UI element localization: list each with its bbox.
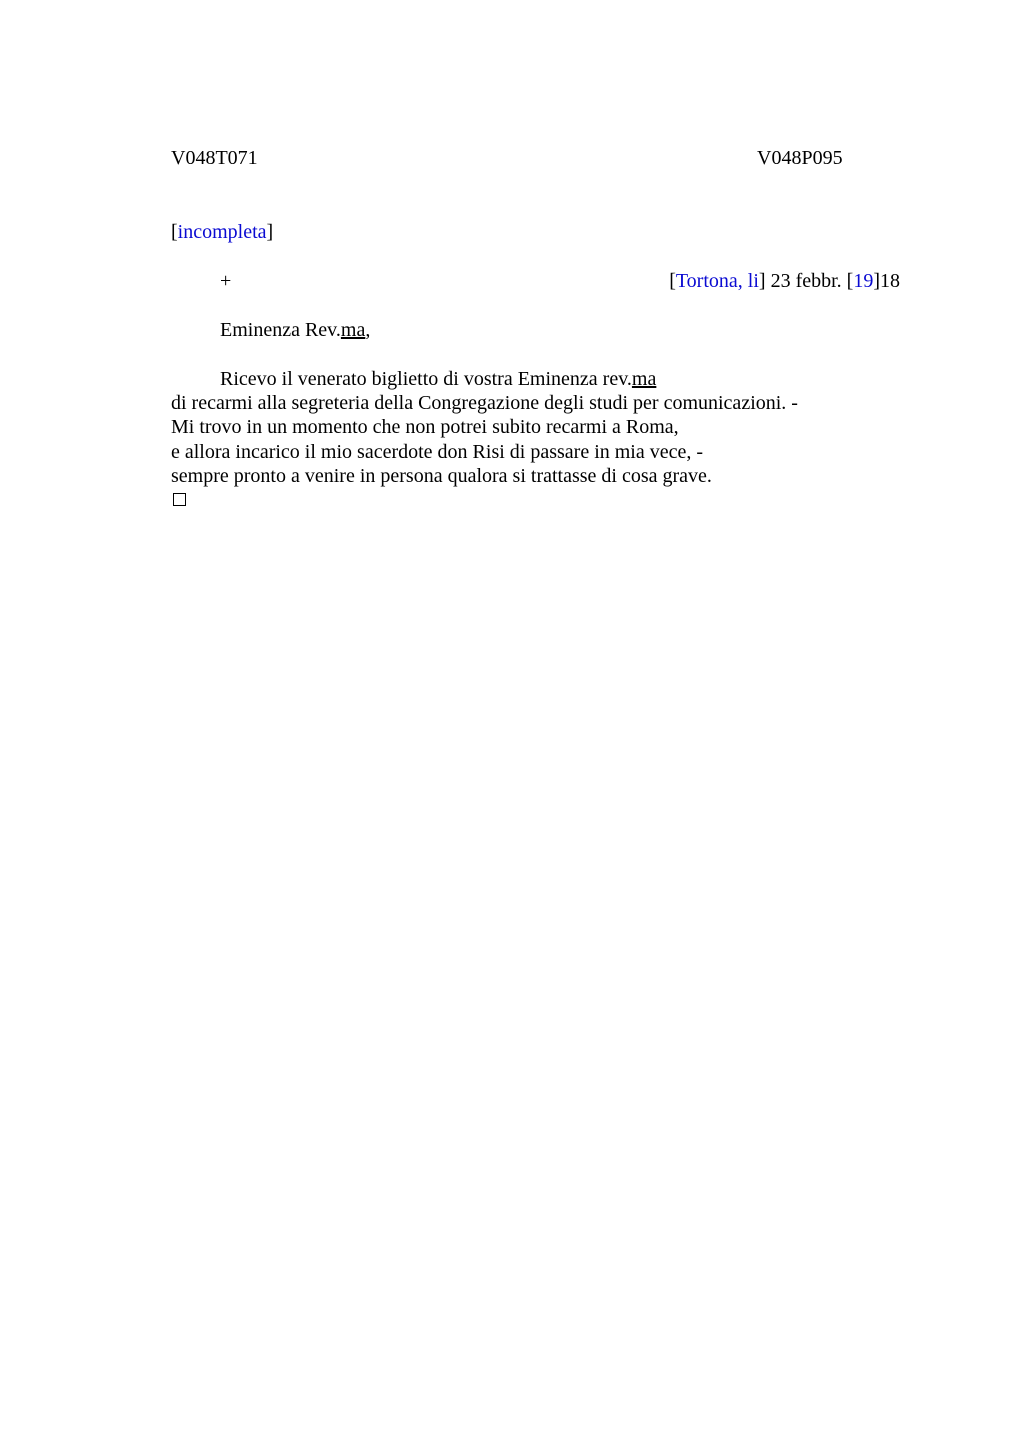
editorial-note	[171, 220, 273, 244]
dateline-date: 23 febbr.	[765, 270, 847, 292]
salutation-abbrev: ma	[340, 319, 366, 341]
body-line-1-abbrev: ma	[631, 368, 657, 390]
dateline-year: 18	[880, 270, 900, 292]
salutation-text: Eminenza Rev.	[220, 319, 341, 341]
bracket-open: [	[171, 221, 178, 243]
bracket-close: ]	[266, 221, 274, 243]
dateline-bracket: [	[669, 270, 676, 292]
document-code: V048T071	[171, 147, 258, 169]
body-line-1-text: Ricevo il venerato biglietto di vostra Eminenza rev.	[220, 368, 632, 390]
cross-mark: +	[220, 270, 232, 292]
dateline-bracket: ]	[873, 270, 880, 292]
dateline-place: Tortona, li	[675, 270, 759, 292]
salutation	[220, 318, 370, 342]
dateline-bracket: ]	[758, 270, 766, 292]
dateline	[669, 269, 900, 293]
salutation-comma: ,	[365, 319, 371, 341]
page-code: V048P095	[757, 147, 843, 169]
body-line-1	[220, 367, 656, 391]
body-line-5: sempre pronto a venire in persona qualora si trattasse di cosa grave.	[171, 465, 712, 487]
body-line-3: Mi trovo in un momento che non potrei subito recarmi a Roma,	[171, 416, 679, 438]
dateline-bracket: [	[846, 270, 854, 292]
body-line-2: di recarmi alla segreteria della Congregazione degli studi per comunicazioni. -	[171, 392, 798, 414]
end-square-icon	[173, 493, 186, 506]
dateline-century: 19	[853, 270, 874, 292]
note-incompleta: incompleta	[177, 221, 267, 243]
body-line-4: e allora incarico il mio sacerdote don Risi di passare in mia vece, -	[171, 441, 704, 463]
